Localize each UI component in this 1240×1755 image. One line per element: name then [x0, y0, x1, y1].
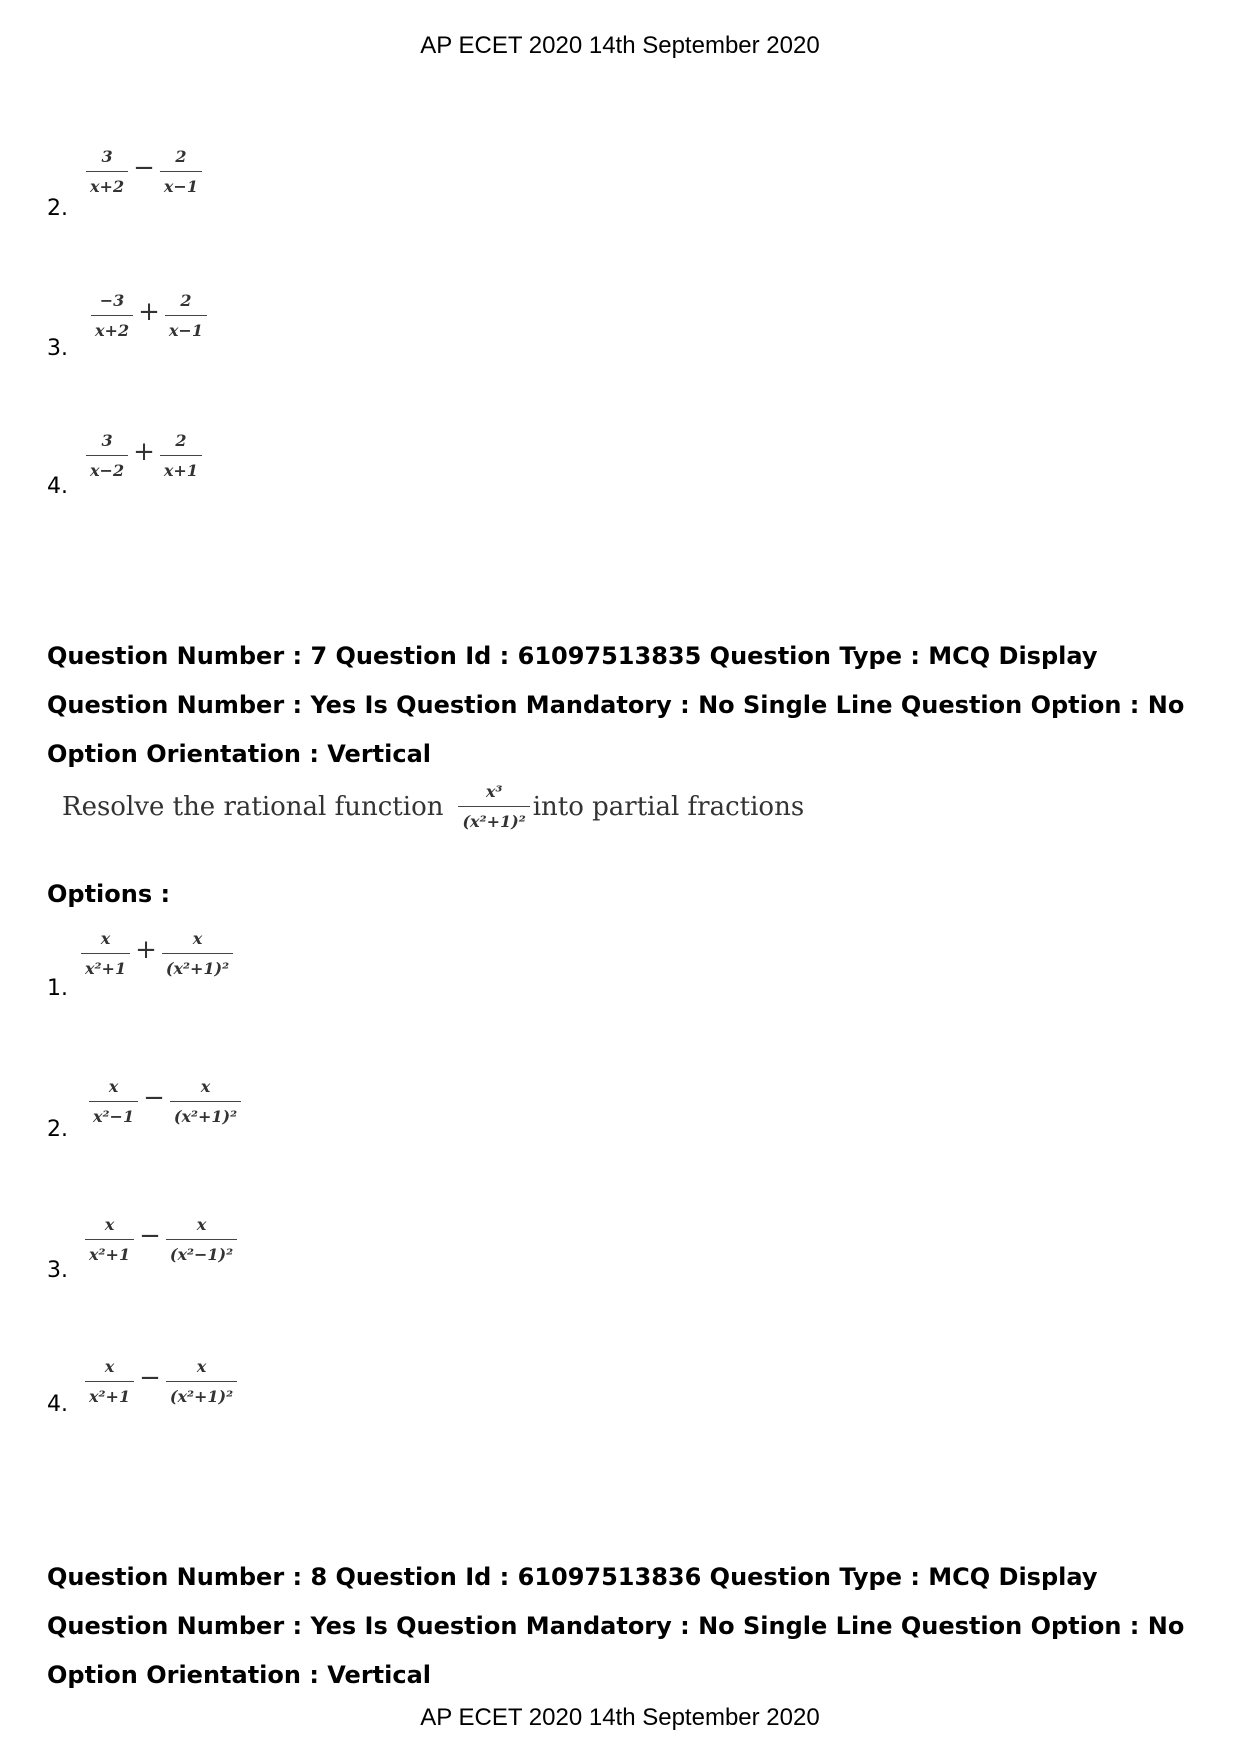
denominator: (x²−1)²: [166, 1239, 237, 1264]
option-number: 4.: [47, 1392, 68, 1417]
option-expression: [83, 147, 205, 196]
operator: −: [133, 152, 155, 183]
fraction: [83, 147, 131, 196]
denominator: x+2: [91, 315, 133, 340]
numerator: 3: [101, 431, 113, 450]
operator: −: [139, 1220, 161, 1251]
numerator: x: [192, 929, 203, 948]
operator: +: [133, 436, 155, 467]
option-expression: [88, 291, 210, 340]
option-number: 3.: [47, 1258, 68, 1283]
fraction: [157, 147, 205, 196]
fraction: [159, 929, 236, 978]
numerator: x: [100, 929, 111, 948]
fraction: [86, 1077, 141, 1126]
denominator: (x²+1)²: [458, 806, 529, 831]
option-number: 2.: [47, 196, 68, 221]
numerator: 3: [101, 147, 113, 166]
numerator: 2: [175, 147, 187, 166]
options-label: Options :: [47, 880, 171, 908]
fraction: [82, 1215, 137, 1264]
fraction: [162, 291, 210, 340]
numerator: x: [200, 1077, 211, 1096]
denominator: (x²+1)²: [162, 953, 233, 978]
denominator: x−2: [86, 455, 128, 480]
stem-text: Resolve the rational function: [62, 791, 444, 822]
option-number: 4.: [47, 474, 68, 499]
stem-text-after: into partial fractions: [532, 791, 805, 822]
numerator: x³: [485, 782, 503, 801]
stem-fraction: [455, 782, 532, 831]
option-expression: [83, 431, 205, 480]
denominator: x²+1: [85, 1381, 134, 1406]
question-8-meta: Question Number : 8 Question Id : 61097513836 Question Type : MCQ Display Question Number : Yes Is Question Mandatory : No Single Line Question Option : No Option Orientation : Vertical: [47, 1563, 1185, 1689]
fraction: [157, 431, 205, 480]
option-expression: [82, 1215, 240, 1264]
option-number: 1.: [47, 976, 68, 1001]
numerator: x: [196, 1215, 207, 1234]
fraction: [167, 1077, 244, 1126]
numerator: −3: [99, 291, 125, 310]
numerator: 2: [175, 431, 187, 450]
option-number: 2.: [47, 1117, 68, 1142]
denominator: x²+1: [85, 1239, 134, 1264]
denominator: x+2: [86, 171, 128, 196]
option-expression: [82, 1357, 240, 1406]
fraction: [88, 291, 136, 340]
numerator: x: [104, 1357, 115, 1376]
denominator: (x²+1)²: [166, 1381, 237, 1406]
denominator: x²−1: [89, 1101, 138, 1126]
denominator: (x²+1)²: [170, 1101, 241, 1126]
fraction: [82, 1357, 137, 1406]
question-7-meta: Question Number : 7 Question Id : 61097513835 Question Type : MCQ Display Question Number : Yes Is Question Mandatory : No Single Line Question Option : No Option Orientation : Vertical: [47, 642, 1185, 768]
numerator: x: [108, 1077, 119, 1096]
fraction: [78, 929, 133, 978]
option-expression: [86, 1077, 244, 1126]
fraction: [83, 431, 131, 480]
fraction: [163, 1357, 240, 1406]
denominator: x−1: [160, 171, 202, 196]
operator: −: [143, 1082, 165, 1113]
page-footer: AP ECET 2020 14th September 2020: [420, 1704, 820, 1731]
denominator: x²+1: [81, 953, 130, 978]
operator: −: [139, 1362, 161, 1393]
numerator: x: [196, 1357, 207, 1376]
denominator: x−1: [165, 315, 207, 340]
denominator: x+1: [160, 455, 202, 480]
operator: +: [138, 296, 160, 327]
fraction: [163, 1215, 240, 1264]
question-7-stem: [62, 782, 804, 831]
option-expression: [78, 929, 236, 978]
page-header: AP ECET 2020 14th September 2020: [420, 32, 820, 59]
numerator: x: [104, 1215, 115, 1234]
operator: +: [135, 934, 157, 965]
numerator: 2: [180, 291, 192, 310]
option-number: 3.: [47, 336, 68, 361]
